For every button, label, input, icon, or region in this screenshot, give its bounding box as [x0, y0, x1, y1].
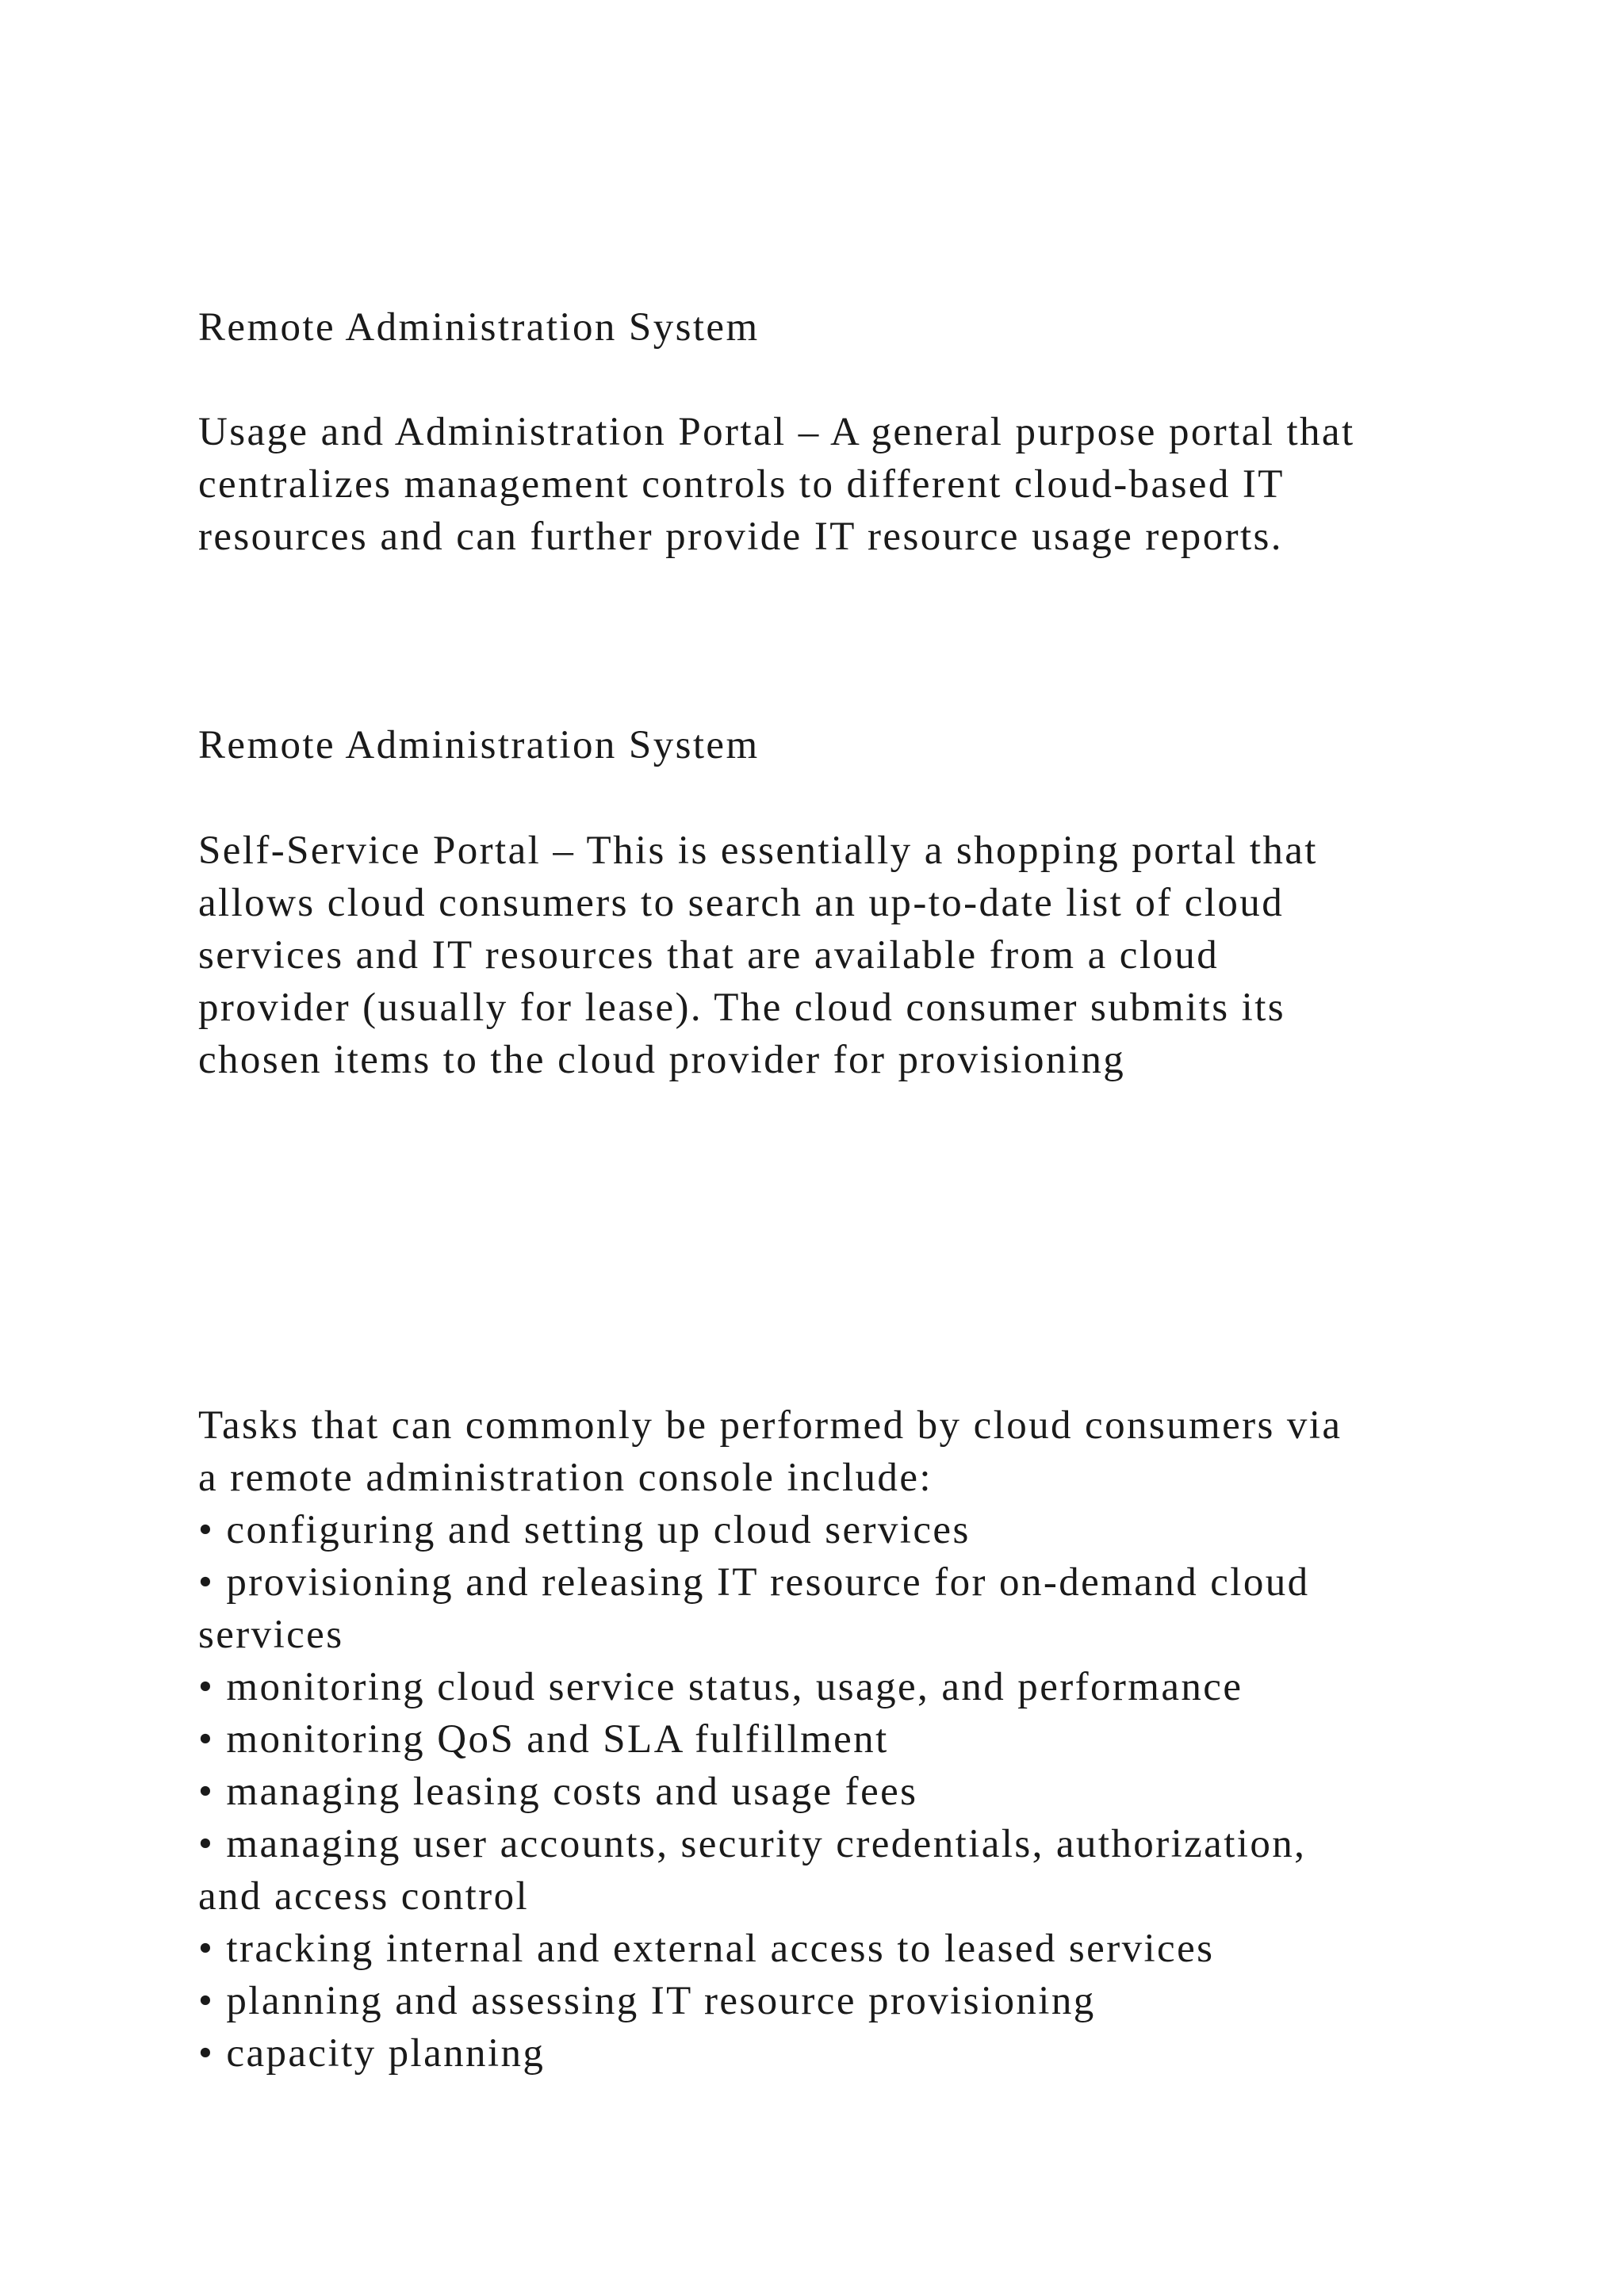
intro-line: a remote administration console include: [198, 1456, 933, 1500]
list-item: • monitoring cloud service status, usage, and performance [198, 1665, 1243, 1709]
paragraph-line: allows cloud consumers to search an up-to-date list of cloud [198, 881, 1285, 925]
list-item: • tracking internal and external access to leased services [198, 1927, 1215, 1971]
list-item: • capacity planning [198, 2031, 546, 2076]
section-heading: Remote Administration System [198, 305, 760, 350]
paragraph-line: provider (usually for lease). The cloud consumer submits its [198, 985, 1286, 1030]
list-item: and access control [198, 1874, 530, 1919]
paragraph-line: chosen items to the cloud provider for provisioning [198, 1038, 1126, 1082]
paragraph-line: centralizes management controls to different cloud-based IT [198, 462, 1285, 507]
list-item: • managing user accounts, security credentials, authorization, [198, 1822, 1307, 1866]
list-item: services [198, 1613, 344, 1657]
list-item: • monitoring QoS and SLA fulfillment [198, 1717, 889, 1762]
list-item: • managing leasing costs and usage fees [198, 1770, 918, 1814]
list-item: • planning and assessing IT resource provisioning [198, 1979, 1096, 2023]
section-heading: Remote Administration System [198, 723, 760, 767]
list-item: • configuring and setting up cloud services [198, 1508, 971, 1552]
paragraph-line: services and IT resources that are available from a cloud [198, 933, 1220, 978]
paragraph-line: resources and can further provide IT resource usage reports. [198, 515, 1283, 559]
list-item: • provisioning and releasing IT resource for on-demand cloud [198, 1560, 1310, 1605]
intro-line: Tasks that can commonly be performed by cloud consumers via [198, 1403, 1342, 1448]
paragraph-line: Usage and Administration Portal – A general purpose portal that [198, 410, 1355, 454]
paragraph-line: Self-Service Portal – This is essentially a shopping portal that [198, 828, 1318, 873]
